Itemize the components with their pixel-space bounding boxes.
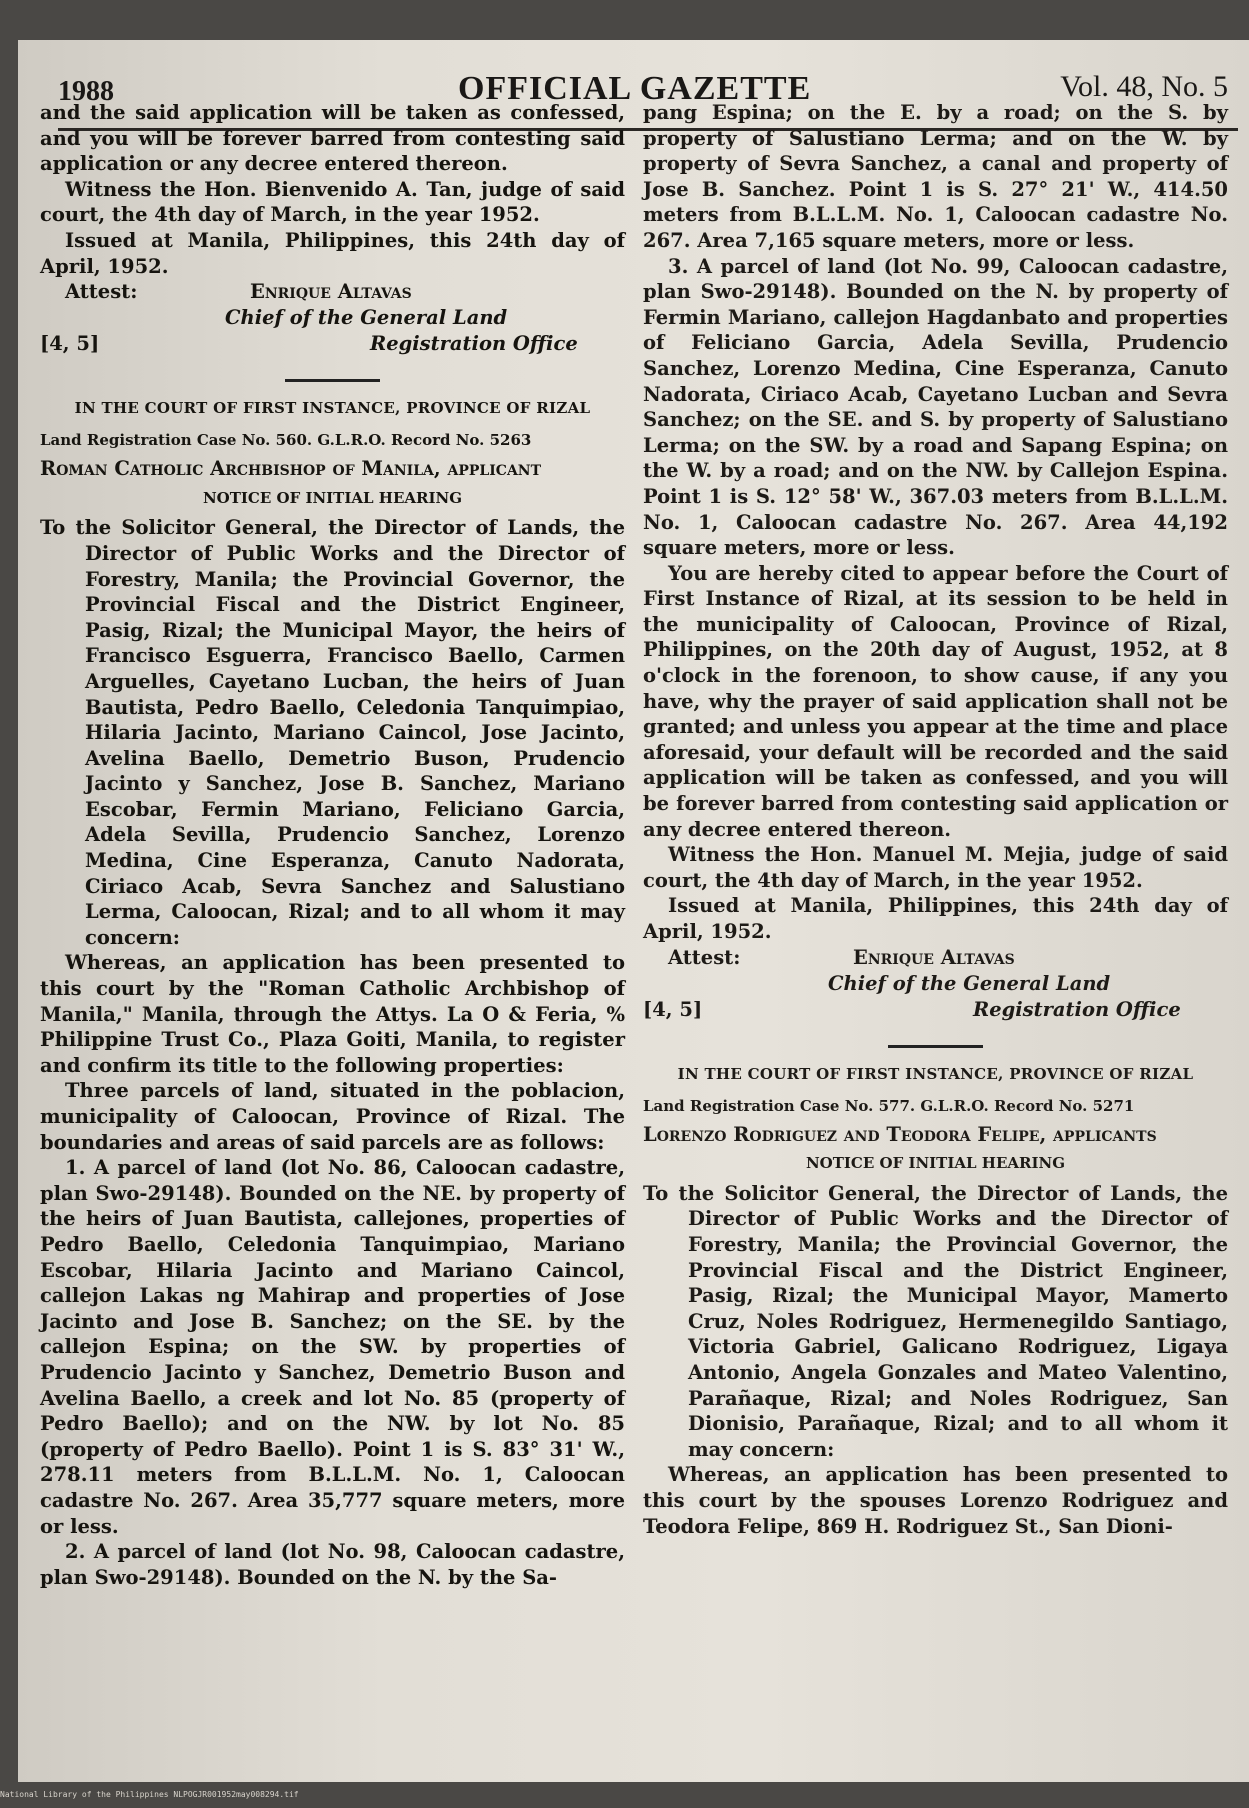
issued-paragraph: Issued at Manila, Philippines, this 24th day of April, 1952. xyxy=(643,894,1228,943)
attest-name: Enrique Altavas xyxy=(250,280,412,304)
attest-block xyxy=(40,279,625,359)
attest-block xyxy=(643,945,1228,1025)
witness-paragraph: Witness the Hon. Manuel M. Mejia, judge of said court, the 4th day of March, in the year 1952. xyxy=(643,843,1228,892)
attest-label: Attest: xyxy=(65,280,138,304)
issue-reference: [4, 5] xyxy=(40,332,100,356)
section-divider xyxy=(888,1045,983,1048)
parcels-intro: Three parcels of land, situated in the poblacion, municipality of Caloocan, Province of Rizal. The boundaries and areas of said parcels are as follows: xyxy=(40,1079,625,1154)
applicant-line: Roman Catholic Archbishop of Manila, applicant xyxy=(40,457,542,481)
section-divider xyxy=(285,379,380,382)
whereas-paragraph: Whereas, an application has been presented to this court by the "Roman Catholic Archbishop of Manila," Manila, through the Attys. La O & Feria, % Philippine Trust Co., Plaza Goiti, Manila, to register and confirm its title to the following properties: xyxy=(40,951,625,1077)
attest-name: Enrique Altavas xyxy=(853,945,1015,969)
whereas-paragraph: Whereas, an application has been presented to this court by the spouses Lorenzo Rodriguez and Teodora Felipe, 869 H. Rodriguez St., San Dioni- xyxy=(643,1463,1228,1538)
parcel-description: pang Espina; on the E. by a road; on the S. by property of Salustiano Lerma; and on the W. by property of Sevra Sanchez, a canal and property of Jose B. Sanchez. Point 1 is S. 27° 21' W., 414.50 meters from B.L.L.M. No. 1, Caloocan cadastre No. 267. Area 7,165 square meters, more or less. xyxy=(643,101,1228,252)
volume-number: Vol. 48, No. 5 xyxy=(1060,70,1228,103)
attest-office: Registration Office xyxy=(973,997,1181,1021)
parcel-description: 1. A parcel of land (lot No. 86, Caloocan cadastre, plan Swo-29148). Bounded on the NE. by property of the heirs of Juan Bautista, callejones, properties of Pedro Baello, Celedonia Tanquimpiao, Mariano Escobar, Hilaria Jacinto and Mariano Caincol, callejon Lakas ng Mahirap and properties of Jose Jacinto and Jose B. Sanchez; on the SE. by the callejon Espina; on the SW. by properties of Prudencio Jacinto y Sanchez, Demetrio Buson and Avelina Baello, a creek and lot No. 85 (property of Pedro Baello); and on the NW. by lot No. 85 (property of Pedro Baello). Point 1 is S. 83° 31' W., 278.11 meters from B.L.L.M. No. 1, Caloocan cadastre No. 267. Area 35,777 square meters, more or less. xyxy=(40,1156,625,1538)
issue-reference: [4, 5] xyxy=(643,997,703,1021)
notice-heading: NOTICE OF INITIAL HEARING xyxy=(202,488,463,507)
attest-title: Chief of the General Land xyxy=(225,306,508,330)
case-number: Land Registration Case No. 560. G.L.R.O. Record No. 5263 xyxy=(40,431,532,450)
publication-title: OFFICIAL GAZETTE xyxy=(458,70,812,107)
parcel-description: 2. A parcel of land (lot No. 98, Caloocan cadastre, plan Swo-29148). Bounded on the N. by the Sa- xyxy=(40,1540,625,1589)
parcel-description: 3. A parcel of land (lot No. 99, Caloocan cadastre, plan Swo-29148). Bounded on the N. by property of Fermin Mariano, callejon Hagdanbato and properties of Feliciano Garcia, Adela Sevilla, Prudencio Sanchez, Lorenzo Medina, Cine Esperanza, Canuto Nadorata, Ciriaco Acab, Cayetano Lucban and Sevra Sanchez; on the SE. and S. by property of Salustiano Lerma; on the SW. by a road and Sapang Espina; on the W. by a road; and on the NW. by Callejon Espina. Point 1 is S. 12° 58' W., 367.03 meters from B.L.L.M. No. 1, Caloocan cadastre No. 267. Area 44,192 square meters, more or less. xyxy=(643,254,1228,560)
attest-title: Chief of the General Land xyxy=(828,971,1111,995)
attest-label: Attest: xyxy=(668,945,741,969)
court-heading: IN THE COURT OF FIRST INSTANCE, PROVINCE OF RIZAL xyxy=(677,1064,1194,1083)
court-heading: IN THE COURT OF FIRST INSTANCE, PROVINCE OF RIZAL xyxy=(74,399,591,418)
case-number: Land Registration Case No. 577. G.L.R.O. Record No. 5271 xyxy=(643,1096,1135,1115)
left-column xyxy=(40,100,625,1590)
applicant-line: Lorenzo Rodriguez and Teodora Felipe, applicants xyxy=(643,1122,1157,1146)
citation-paragraph: You are hereby cited to appear before the Court of First Instance of Rizal, at its session to be held in the municipality of Caloocan, Province of Rizal, Philippines, on the 20th day of August, 1952, at 8 o'clock in the forenoon, to show cause, if any you have, why the prayer of said application shall not be granted; and unless you appear at the time and place aforesaid, your default will be recorded and the said application will be taken as confessed, and you will be forever barred from contesting said application or any decree entered thereon. xyxy=(643,561,1228,841)
addressees-paragraph: To the Solicitor General, the Director of Lands, the Director of Public Works and the Director of Forestry, Manila; the Provincial Governor, the Provincial Fiscal and the District Engineer, Pasig, Rizal; the Municipal Mayor, the heirs of Francisco Esguerra, Francisco Baello, Carmen Arguelles, Cayetano Lucban, the heirs of Juan Bautista, Pedro Baello, Celedonia Tanquimpiao, Hilaria Jacinto, Mariano Caincol, Jose Jacinto, Avelina Baello, Demetrio Buson, Prudencio Jacinto y Sanchez, Jose B. Sanchez, Mariano Escobar, Fermin Mariano, Feliciano Garcia, Adela Sevilla, Prudencio Sanchez, Lorenzo Medina, Cine Esperanza, Canuto Nadorata, Ciriaco Acab, Sevra Sanchez and Salustiano Lerma, Caloocan, Rizal; and to all whom it may concern: xyxy=(40,516,625,949)
notice-heading: NOTICE OF INITIAL HEARING xyxy=(805,1154,1066,1173)
issued-paragraph: Issued at Manila, Philippines, this 24th day of April, 1952. xyxy=(40,228,625,278)
right-column xyxy=(643,100,1228,1539)
paragraph: and the said application will be taken as confessed, and you will be forever barred from contesting said application or any decree entered thereon. xyxy=(40,101,625,176)
scan-footer: National Library of the Philippines NLPOGJR001952may008294.tif xyxy=(0,1790,299,1799)
attest-office: Registration Office xyxy=(370,332,578,356)
page-number: 1988 xyxy=(58,76,114,107)
witness-paragraph: Witness the Hon. Bienvenido A. Tan, judge of said court, the 4th day of March, in the year 1952. xyxy=(40,177,625,227)
addressees-paragraph: To the Solicitor General, the Director of Lands, the Director of Public Works and the Director of Forestry, Manila; the Provincial Governor, the Provincial Fiscal and the District Engineer, Pasig, Rizal; the Municipal Mayor, Mamerto Cruz, Noles Rodriguez, Hermenegildo Santiago, Victoria Gabriel, Galicano Rodriguez, Ligaya Antonio, Angela Gonzales and Mateo Valentino, Parañaque, Rizal; and Noles Rodriguez, San Dionisio, Parañaque, Rizal; and to all whom it may concern: xyxy=(643,1181,1228,1461)
